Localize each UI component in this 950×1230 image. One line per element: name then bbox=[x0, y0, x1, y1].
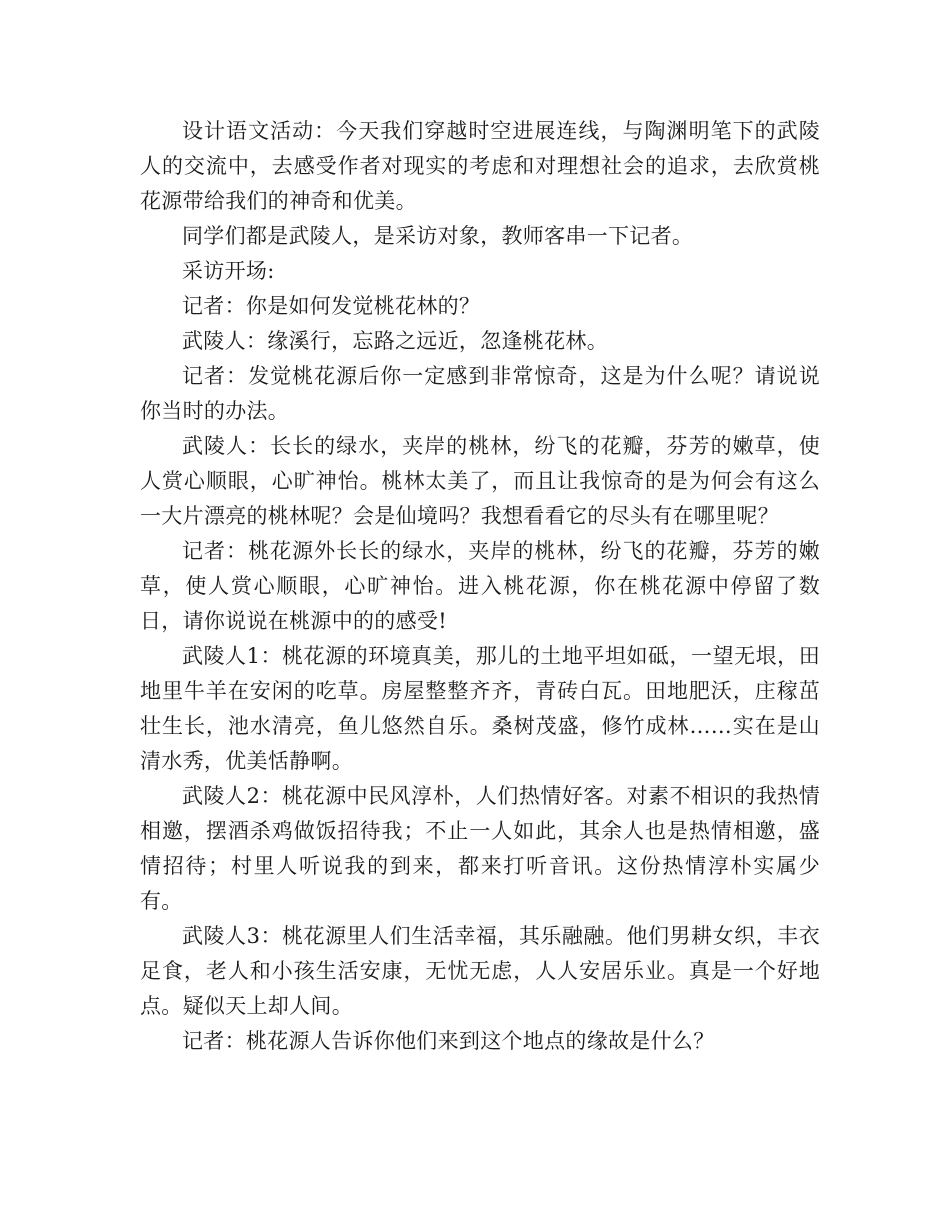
document-body bbox=[140, 114, 820, 1059]
paragraph-opening: 采访开场: bbox=[182, 259, 275, 283]
paragraph-reporter-question-2: 记者：发觉桃花源后你一定感到非常惊奇，这是为什么呢？请说说你当时的办法。 bbox=[140, 364, 820, 423]
paragraph-wuling-answer-1: 武陵人：缘溪行，忘路之远近，忽逢桃花林。 bbox=[182, 329, 608, 353]
paragraph-wuling-2-answer: 武陵人2：桃花源中民风淳朴，人们热情好客。对素不相识的我热情相邀，摆酒杀鸡做饭招待我；不止一人如此，其余人也是热情相邀，盛情招待；村里人听说我的到来，都来打听音讯。这份热情淳朴实属少有。 bbox=[140, 784, 820, 913]
paragraph-wuling-answer-2: 武陵人：长长的绿水，夹岸的桃林，纷飞的花瓣，芬芳的嫩草，使人赏心顺眼，心旷神怡。桃林太美了，而且让我惊奇的是为何会有这么一大片漂亮的桃林呢？会是仙境吗？我想看看它的尽头有在哪里呢？ bbox=[140, 434, 820, 528]
paragraph-reporter-question-1: 记者：你是如何发觉桃花林的？ bbox=[182, 294, 481, 318]
paragraph-intro: 设计语文活动：今天我们穿越时空进展连线，与陶渊明笔下的武陵人的交流中，去感受作者对现实的考虑和对理想社会的追求，去欣赏桃花源带给我们的神奇和优美。 bbox=[140, 119, 820, 213]
paragraph-wuling-3-answer: 武陵人3：桃花源里人们生活幸福，其乐融融。他们男耕女织，丰衣足食，老人和小孩生活安康，无忧无虑，人人安居乐业。真是一个好地点。疑似天上却人间。 bbox=[140, 924, 820, 1018]
paragraph-reporter-question-3: 记者：桃花源外长长的绿水，夹岸的桃林，纷飞的花瓣，芬芳的嫩草，使人赏心顺眼，心旷神怡。进入桃花源，你在桃花源中停留了数日，请你说说在桃源中的的感受! bbox=[140, 539, 820, 633]
paragraph-wuling-1-answer: 武陵人1：桃花源的环境真美，那儿的土地平坦如砥，一望无垠，田地里牛羊在安闲的吃草。房屋整整齐齐，青砖白瓦。田地肥沃，庄稼茁壮生长，池水清亮，鱼儿悠然自乐。桑树茂盛，修竹成林……实在是山清水秀，优美恬静啊。 bbox=[140, 644, 820, 773]
paragraph-roles: 同学们都是武陵人，是采访对象，教师客串一下记者。 bbox=[182, 224, 694, 248]
paragraph-reporter-question-4: 记者：桃花源人告诉你他们来到这个地点的缘故是什么？ bbox=[182, 1029, 715, 1053]
